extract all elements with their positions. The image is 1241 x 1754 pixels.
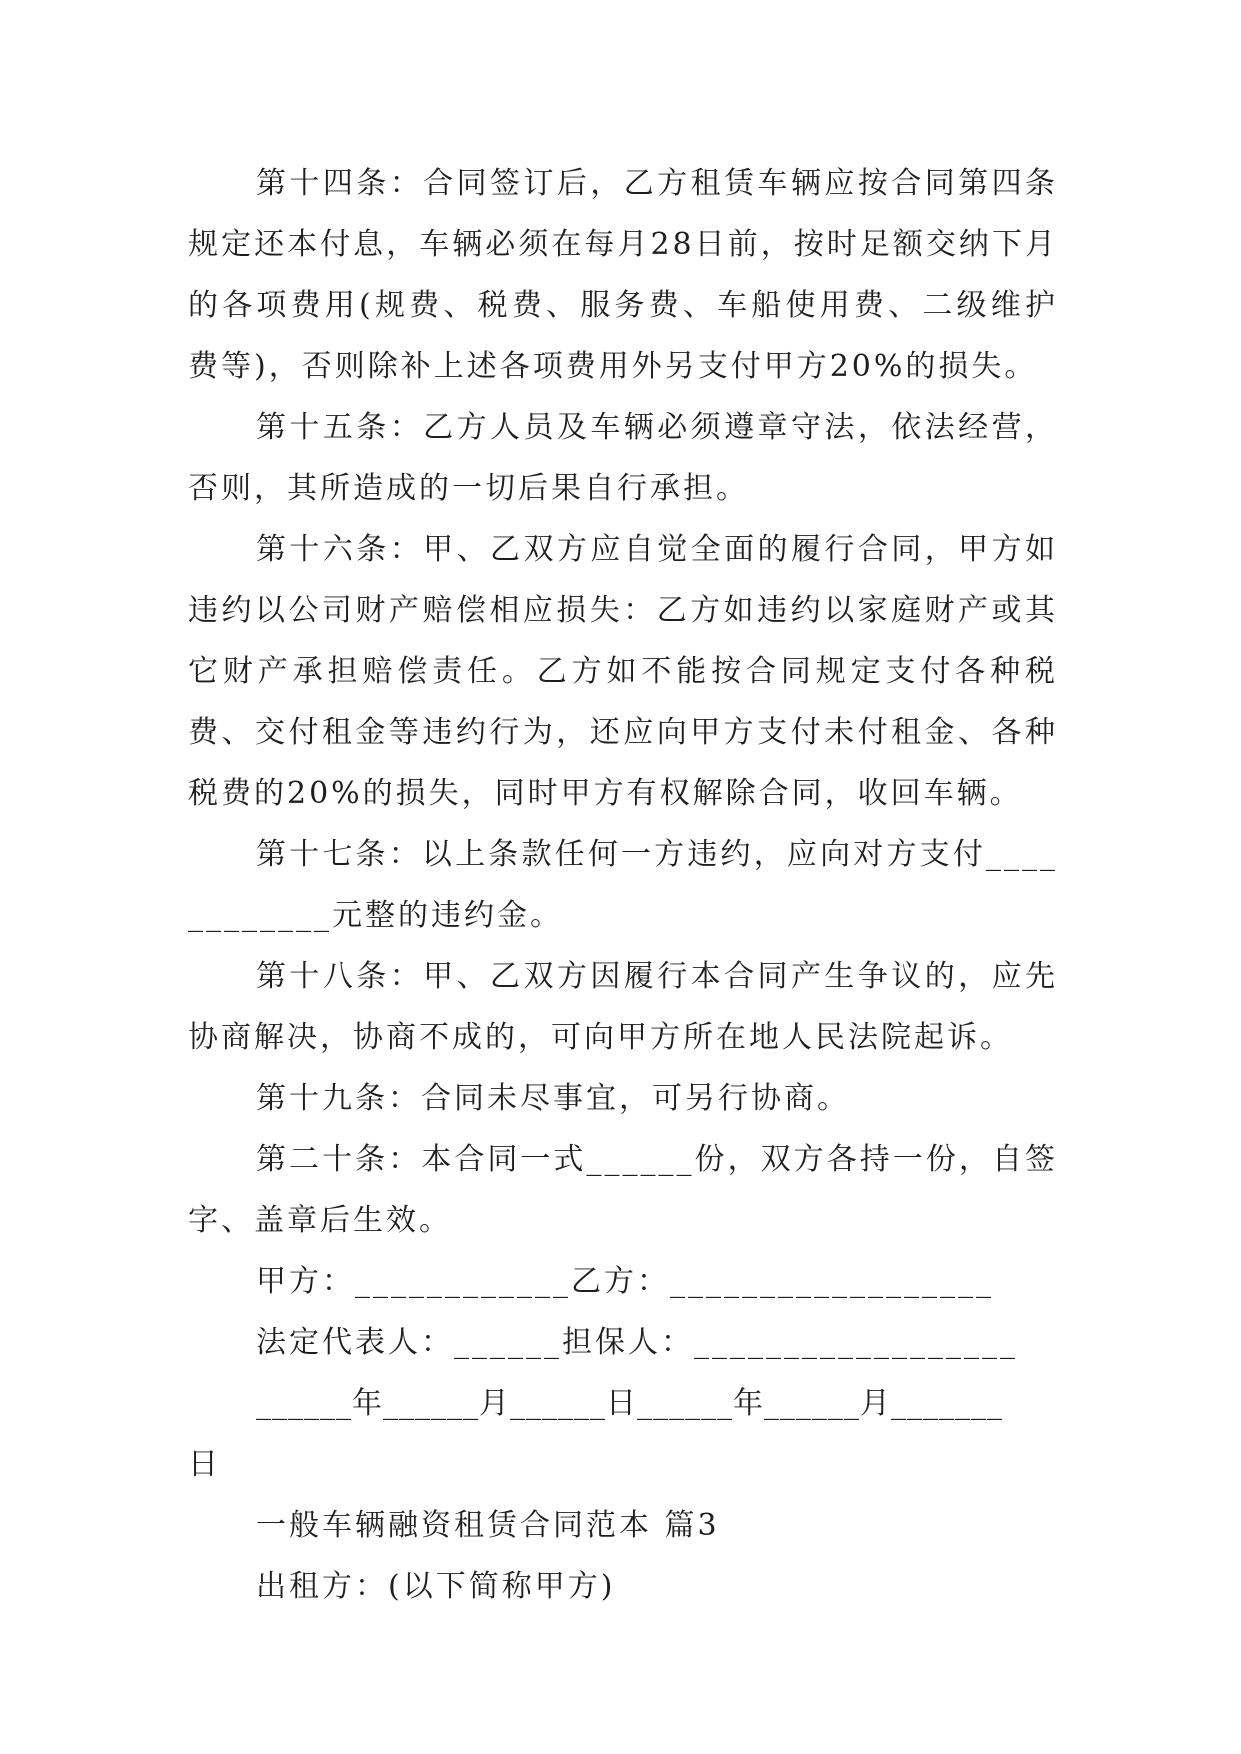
- clause-14: 第十四条：合同签订后，乙方租赁车辆应按合同第四条规定还本付息，车辆必须在每月28日前，按时足额交纳下月的各项费用(规费、税费、服务费、车船使用费、二级维护费等)，否则除补上述各项费用外另支付甲方20%的损失。: [188, 166, 1058, 384]
- signature-party-line: 甲方：____________乙方：__________________: [256, 1264, 994, 1299]
- section-title: 一般车辆融资租赁合同范本 篇3: [256, 1508, 720, 1543]
- document-body: [188, 153, 1058, 1617]
- signature-representative-line: 法定代表人：______担保人：__________________: [256, 1325, 1018, 1360]
- clause-16: 第十六条：甲、乙双方应自觉全面的履行合同，甲方如违约以公司财产赔偿相应损失：乙方如违约以家庭财产或其它财产承担赔偿责任。乙方如不能按合同规定支付各种税费、交付租金等违约行为，还应向甲方支付未付租金、各种税费的20%的损失，同时甲方有权解除合同，收回车辆。: [188, 532, 1058, 811]
- clause-18: 第十八条：甲、乙双方因履行本合同产生争议的，应先协商解决，协商不成的，可向甲方所在地人民法院起诉。: [188, 959, 1058, 1055]
- date-line: ______年______月______日______年______月_______: [256, 1386, 1003, 1421]
- clause-17: 第十七条：以上条款任何一方违约，应向对方支付____________元整的违约金。: [188, 837, 1058, 933]
- lessor-line: 出租方：(以下简称甲方): [256, 1569, 616, 1604]
- date-line-tail: 日: [188, 1447, 221, 1482]
- clause-15: 第十五条：乙方人员及车辆必须遵章守法，依法经营，否则，其所造成的一切后果自行承担。: [188, 410, 1058, 506]
- clause-20: 第二十条：本合同一式______份，双方各持一份，自签字、盖章后生效。: [188, 1142, 1058, 1238]
- clause-19: 第十九条：合同未尽事宜，可另行协商。: [256, 1081, 850, 1116]
